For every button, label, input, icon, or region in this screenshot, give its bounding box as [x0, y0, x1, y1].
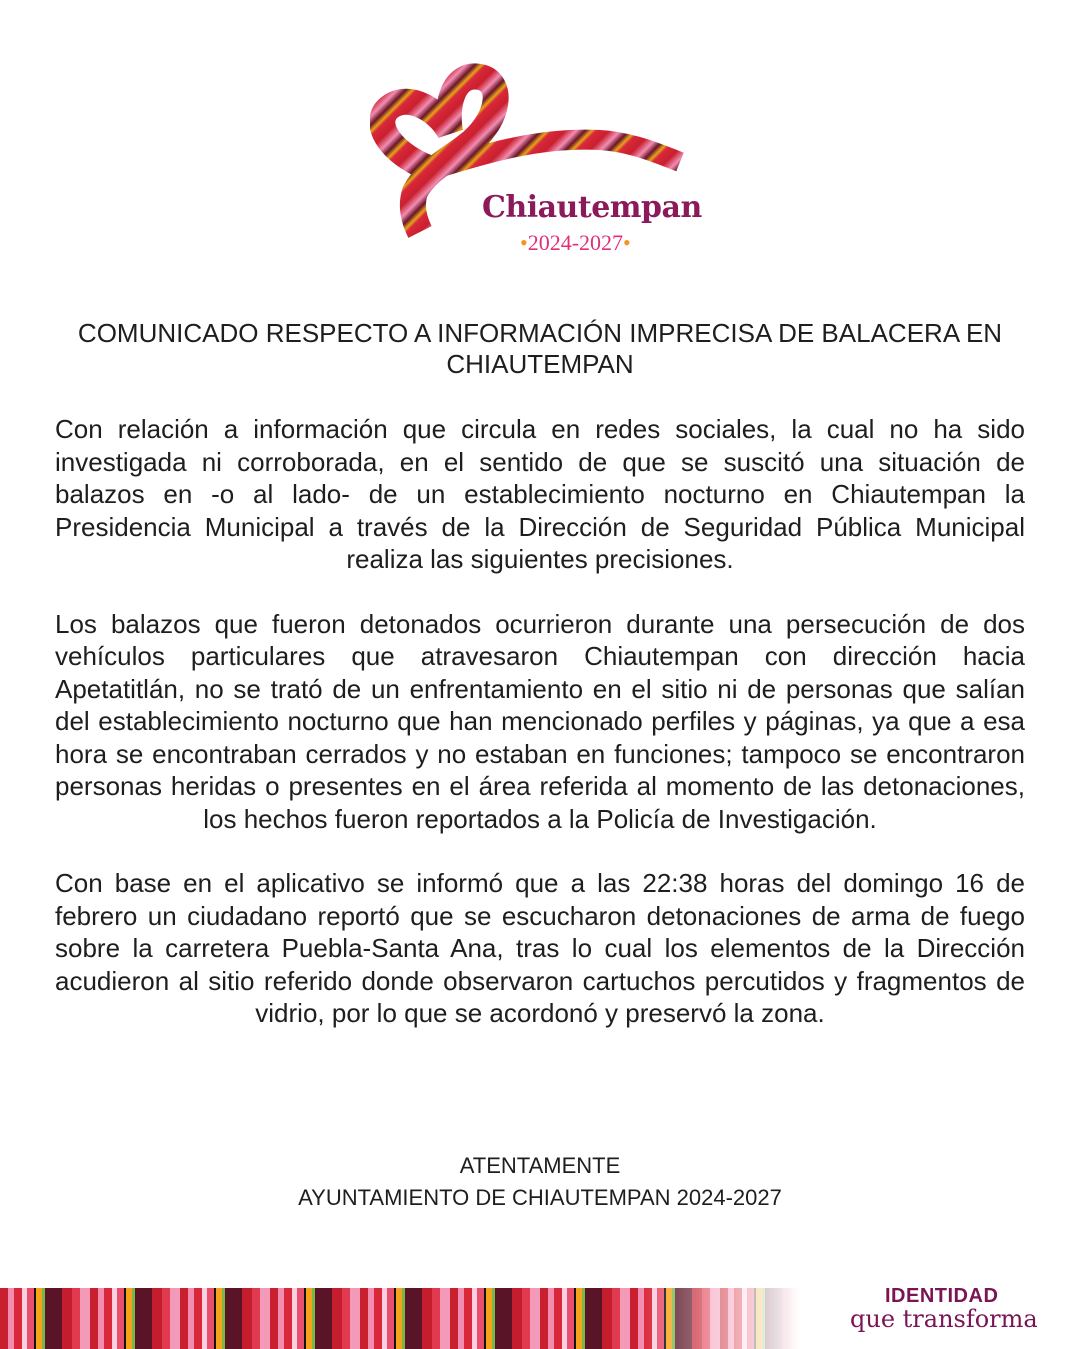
- chiautempan-logo: [370, 62, 710, 262]
- tagline-top: IDENTIDAD: [885, 1285, 999, 1307]
- paragraph-2: Los balazos que fueron detonados ocurrieron durante una persecución de dos vehículos particulares que atravesaron Chiautempan con dirección hacia Apetatitlán, no se trató de un enfrentamiento en el sitio ni de personas que salían del establecimiento nocturno que han mencionado perfiles y páginas, ya que a esa hora se encontraban cerrados y no estaban en funciones; tampoco se encontraron personas heridas o presentes en el área referida al momento de las detonaciones, los hechos fueron reportados a la Policía de Investigación.: [55, 608, 1025, 834]
- dot-icon: •: [623, 230, 631, 255]
- logo-years: [520, 230, 631, 256]
- statement-body: [55, 318, 1025, 1062]
- signature-block: [0, 1150, 1080, 1214]
- paragraph-3: Con base en el aplicativo se informó que a las 22:38 horas del domingo 16 de febrero un ciudadano reportó que se escucharon detonaciones de arma de fuego sobre la carretera Puebla-Santa Ana, tras lo cual los elementos de la Dirección acudieron al sitio referido donde observaron cartuchos percutidos y fragmentos de vidrio, por lo que se acordonó y preservó la zona.: [55, 868, 1025, 1028]
- dot-icon: •: [520, 230, 528, 255]
- paragraph-1: Con relación a información que circula en redes sociales, la cual no ha sido investigada ni corroborada, en el sentido de que se suscitó una situación de balazos en -o al lado- de un establecimiento nocturno en Chiautempan la Presidencia Municipal a través de la Dirección de Seguridad Pública Municipal realiza las siguientes precisiones.: [55, 414, 1025, 574]
- statement-title: COMUNICADO RESPECTO A INFORMACIÓN IMPRECISA DE BALACERA EN CHIAUTEMPAN: [77, 318, 1003, 379]
- years-text: 2024-2027: [527, 230, 624, 255]
- signer: AYUNTAMIENTO DE CHIAUTEMPAN 2024-2027: [298, 1185, 782, 1210]
- logo-name: Chiautempan: [482, 190, 702, 225]
- tagline-bottom: que transforma: [850, 1305, 1038, 1333]
- closing: ATENTAMENTE: [459, 1153, 621, 1178]
